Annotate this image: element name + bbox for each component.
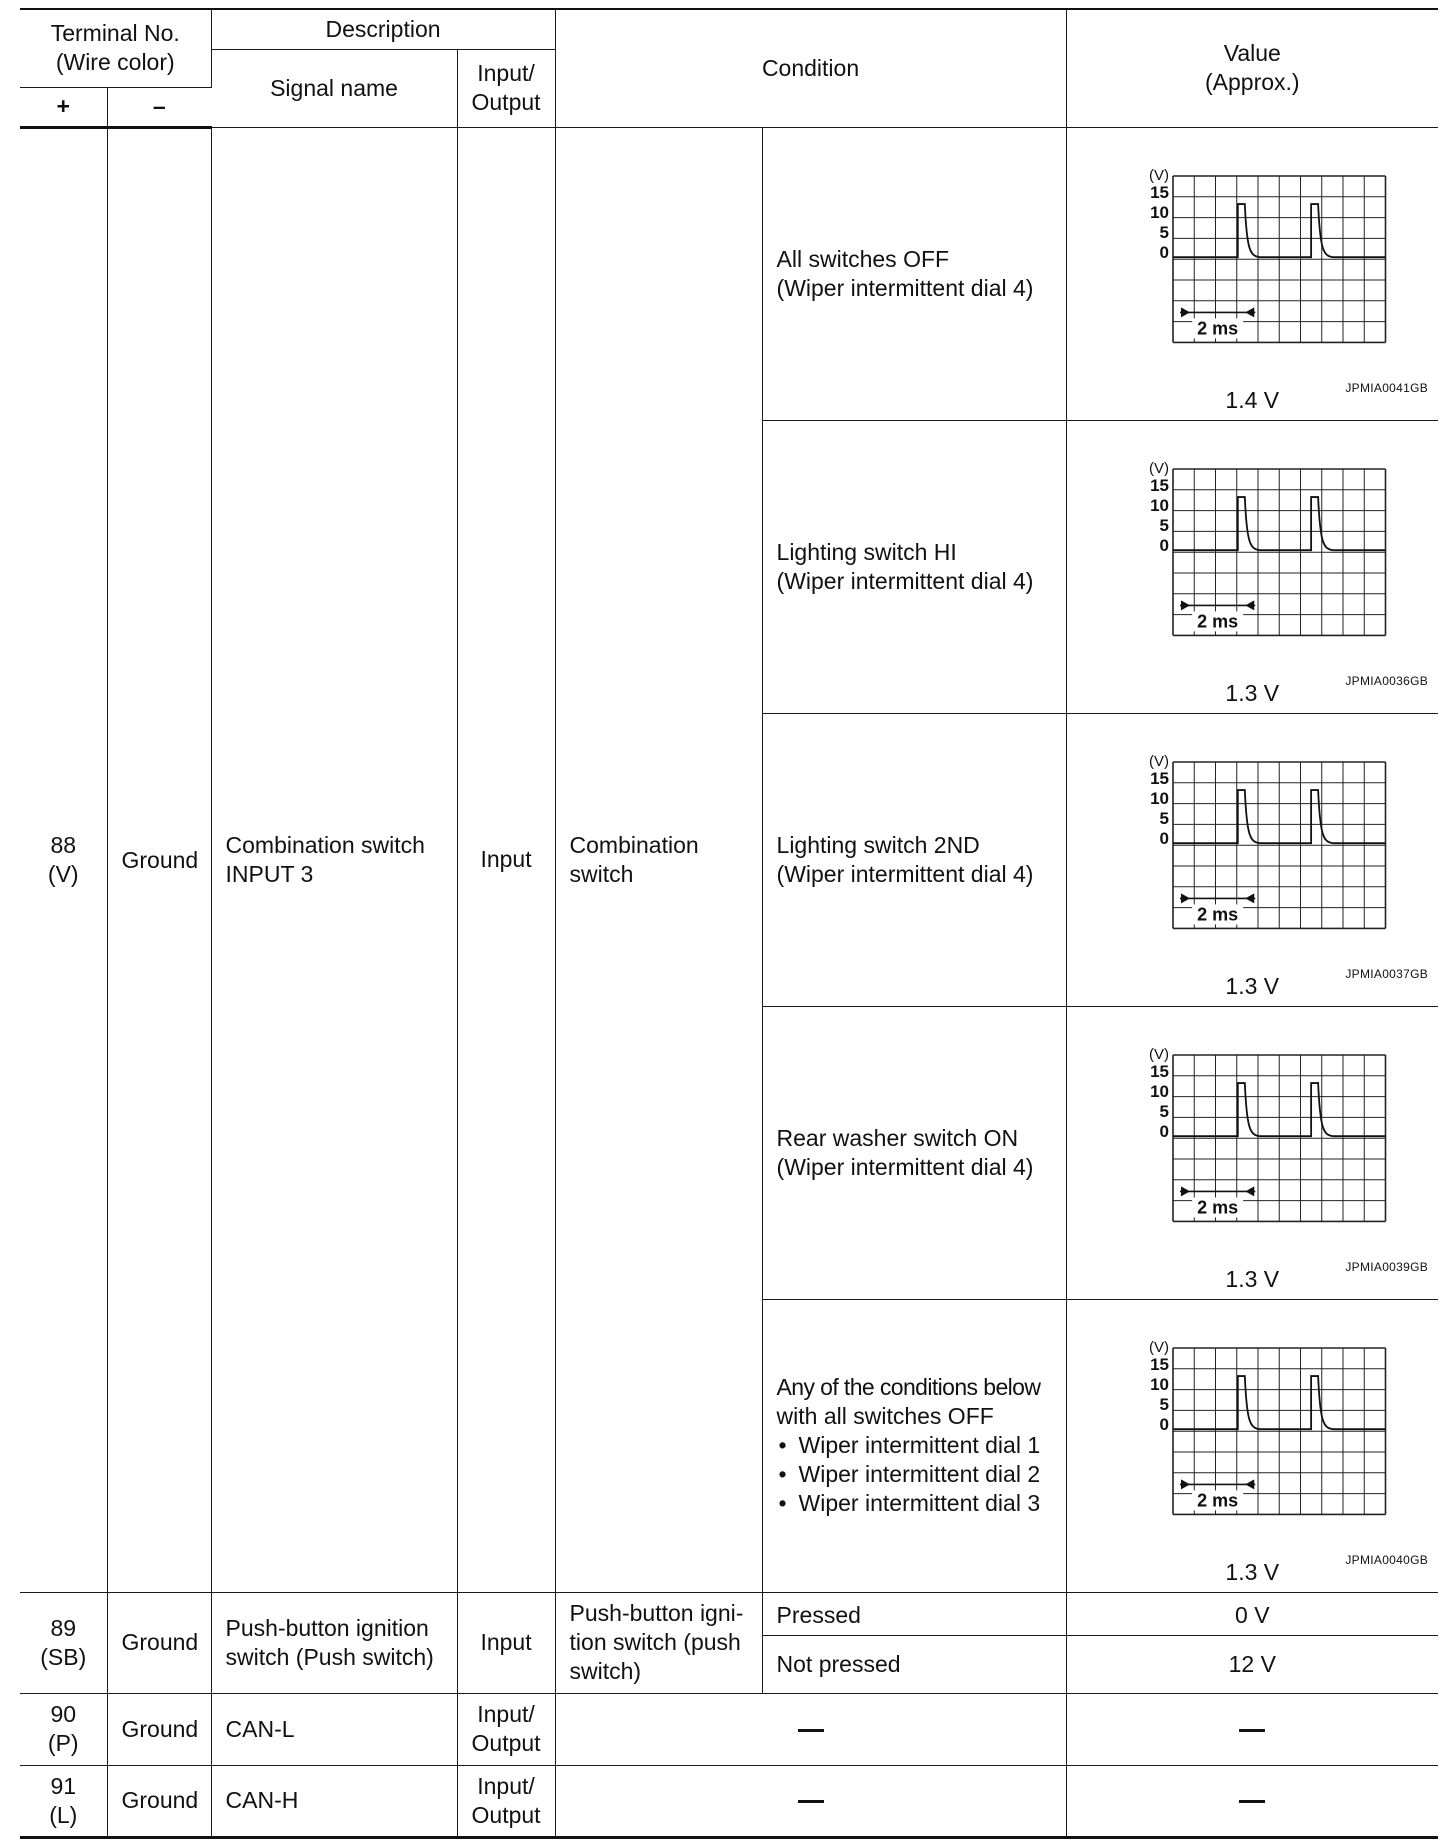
figure-code: JPMIA0036GB (1345, 673, 1429, 688)
io-91 (457, 1765, 555, 1837)
subcondition-line2: (Wiper intermittent dial 4) (776, 860, 1034, 887)
value-label: Value (1223, 40, 1281, 67)
dash-mark (1239, 1729, 1265, 1732)
approx-label: (Approx.) (1204, 69, 1300, 96)
terminal-number: 91 (50, 1772, 77, 1799)
y-axis-label: (V) (1148, 460, 1169, 477)
condition-line1: Push-button igni- (569, 1600, 744, 1626)
subcondition-4 (762, 1299, 1066, 1592)
y-axis-label: 0 (1159, 1414, 1169, 1434)
terminal-no-label: Terminal No. (50, 20, 180, 47)
wire-color: (L) (49, 1801, 78, 1828)
y-axis-label: 10 (1149, 1374, 1169, 1394)
arrow-icon (1245, 893, 1254, 903)
y-axis-label: (V) (1148, 1339, 1169, 1356)
arrow-icon (1245, 307, 1254, 317)
io-88: Input (457, 127, 555, 1592)
signal-name-line2: INPUT 3 (225, 860, 314, 887)
y-axis-label: 10 (1149, 1081, 1169, 1101)
y-axis-label: 0 (1159, 1121, 1169, 1141)
time-scale-label: 2 ms (1196, 903, 1238, 924)
y-axis-label: 5 (1159, 515, 1169, 535)
subcondition-line1: Lighting switch HI (776, 538, 957, 565)
value-91 (1066, 1765, 1438, 1837)
subcondition-line2: (Wiper intermittent dial 4) (776, 274, 1034, 301)
io-header-line2: Output (471, 89, 541, 115)
bullet-item: • Wiper intermittent dial 3 (777, 1489, 1060, 1518)
signal-88 (211, 127, 457, 1592)
y-axis-label: 15 (1149, 768, 1169, 788)
condition-line3: switch) (569, 1658, 642, 1684)
arrow-icon (1181, 1186, 1190, 1196)
minus-header: – (107, 87, 211, 127)
io-89: Input (457, 1592, 555, 1693)
arrow-icon (1245, 1479, 1254, 1489)
waveform-figure (1067, 714, 1439, 1006)
time-scale-label: 2 ms (1196, 1196, 1238, 1217)
io-header (457, 49, 555, 127)
ground-91: Ground (107, 1765, 211, 1837)
subcondition-line2: (Wiper intermittent dial 4) (776, 567, 1034, 594)
terminal-90 (20, 1693, 107, 1765)
wire-color: (P) (47, 1730, 79, 1756)
condition-91 (555, 1765, 1066, 1837)
waveform-figure (1067, 421, 1439, 713)
waveform-graph (1107, 168, 1407, 368)
not-pressed-value: 12 V (1066, 1635, 1438, 1693)
condition-90 (555, 1693, 1066, 1765)
condition-line2: switch (569, 860, 634, 887)
subcondition-line2: (Wiper intermittent dial 4) (776, 1153, 1034, 1180)
y-axis-label: 0 (1159, 828, 1169, 848)
time-scale-label: 2 ms (1196, 1489, 1238, 1510)
pressed-value: 0 V (1066, 1592, 1438, 1635)
waveform-figure (1067, 1007, 1439, 1299)
value-header (1066, 9, 1438, 127)
y-axis-label: (V) (1148, 167, 1169, 184)
waveform-figure (1067, 1300, 1439, 1592)
terminal-88 (20, 127, 107, 1592)
table-row (20, 1693, 1438, 1765)
io-line1: Input/ (477, 1772, 535, 1799)
bullet-item: • Wiper intermittent dial 2 (777, 1460, 1060, 1489)
y-axis-label: 10 (1149, 788, 1169, 808)
wire-color: (SB) (40, 1643, 87, 1670)
signal-name-line1: Combination switch (225, 831, 425, 858)
figure-code: JPMIA0037GB (1345, 966, 1429, 981)
y-axis-label: 0 (1159, 535, 1169, 555)
condition-header: Condition (555, 9, 1066, 127)
y-axis-label: 10 (1149, 495, 1169, 515)
signal-name-line1: Push-button ignition (225, 1614, 429, 1641)
plus-header: + (20, 87, 107, 127)
value-cell-3 (1066, 1006, 1438, 1299)
y-axis-label: 15 (1149, 1354, 1169, 1374)
io-line2: Output (471, 1801, 541, 1828)
arrow-icon (1181, 1479, 1190, 1489)
subcondition-1 (762, 420, 1066, 713)
approx-voltage: 1.3 V (1225, 972, 1280, 999)
ground-90: Ground (107, 1693, 211, 1765)
waveform-figure (1067, 128, 1439, 420)
value-cell-4 (1066, 1299, 1438, 1592)
table-row (20, 127, 1438, 420)
figure-code: JPMIA0041GB (1345, 380, 1429, 395)
not-pressed-condition: Not pressed (762, 1635, 1066, 1693)
terminal-number: 89 (50, 1614, 77, 1641)
dash-mark (798, 1729, 824, 1732)
subcondition-line1: Rear washer switch ON (776, 1124, 1019, 1151)
y-axis-label: 0 (1159, 242, 1169, 262)
time-scale-label: 2 ms (1196, 610, 1238, 631)
ground-88: Ground (107, 127, 211, 1592)
waveform-graph (1107, 754, 1407, 954)
y-axis-label: 5 (1159, 222, 1169, 242)
y-axis-label: 15 (1149, 475, 1169, 495)
table-row (20, 1765, 1438, 1837)
ground-89: Ground (107, 1592, 211, 1693)
waveform-graph (1107, 461, 1407, 661)
subcondition-line2: with all switches OFF (776, 1403, 994, 1429)
condition-line2: tion switch (push (569, 1629, 741, 1655)
figure-code: JPMIA0039GB (1345, 1259, 1429, 1274)
signal-89 (211, 1592, 457, 1693)
io-header-line1: Input/ (477, 60, 535, 86)
approx-voltage: 1.4 V (1225, 386, 1280, 413)
y-axis-label: 5 (1159, 808, 1169, 828)
waveform-graph (1107, 1047, 1407, 1247)
y-axis-label: 5 (1159, 1101, 1169, 1121)
subcondition-0 (762, 127, 1066, 420)
wire-color-label: (Wire color) (55, 49, 175, 76)
arrow-icon (1245, 600, 1254, 610)
subcondition-line1: Lighting switch 2ND (776, 831, 980, 858)
terminal-89 (20, 1592, 107, 1693)
y-axis-label: 5 (1159, 1394, 1169, 1414)
approx-voltage: 1.3 V (1225, 679, 1280, 706)
io-90 (457, 1693, 555, 1765)
wire-color: (V) (47, 861, 79, 887)
dash-mark (1239, 1800, 1265, 1803)
condition-89 (555, 1592, 762, 1693)
terminal-number: 90 (50, 1701, 77, 1727)
subcondition-line1: Any of the conditions below (776, 1374, 1041, 1400)
io-line2: Output (471, 1730, 541, 1756)
condition-88 (555, 127, 762, 1592)
subcondition-3 (762, 1006, 1066, 1299)
waveform-graph (1107, 1340, 1407, 1540)
y-axis-label: (V) (1148, 753, 1169, 770)
terminal-no-header (20, 9, 211, 87)
subcondition-line1: All switches OFF (776, 245, 950, 272)
terminal-number: 88 (50, 832, 77, 858)
value-90 (1066, 1693, 1438, 1765)
signal-name-header: Signal name (211, 49, 457, 127)
y-axis-label: 15 (1149, 1061, 1169, 1081)
table-row (20, 1592, 1438, 1635)
value-cell-0 (1066, 127, 1438, 420)
terminal-spec-table-page (20, 8, 1438, 1839)
pressed-condition: Pressed (762, 1592, 1066, 1635)
bullet-item: • Wiper intermittent dial 1 (777, 1431, 1060, 1460)
arrow-icon (1245, 1186, 1254, 1196)
y-axis-label: 10 (1149, 202, 1169, 222)
dash-mark (798, 1800, 824, 1803)
condition-line1: Combination (569, 831, 699, 858)
terminal-spec-table (20, 8, 1438, 1839)
figure-code: JPMIA0040GB (1345, 1552, 1429, 1567)
arrow-icon (1181, 893, 1190, 903)
bullet-list (777, 1431, 1060, 1518)
y-axis-label: 15 (1149, 182, 1169, 202)
arrow-icon (1181, 600, 1190, 610)
terminal-91 (20, 1765, 107, 1837)
approx-voltage: 1.3 V (1225, 1265, 1280, 1292)
time-scale-label: 2 ms (1196, 317, 1238, 338)
description-header: Description (211, 9, 555, 49)
value-cell-1 (1066, 420, 1438, 713)
value-cell-2 (1066, 713, 1438, 1006)
signal-90: CAN-L (211, 1693, 457, 1765)
arrow-icon (1181, 307, 1190, 317)
subcondition-2 (762, 713, 1066, 1006)
approx-voltage: 1.3 V (1225, 1558, 1280, 1585)
io-line1: Input/ (477, 1701, 535, 1727)
signal-name-line2: switch (Push switch) (225, 1643, 434, 1670)
y-axis-label: (V) (1148, 1046, 1169, 1063)
signal-91: CAN-H (211, 1765, 457, 1837)
